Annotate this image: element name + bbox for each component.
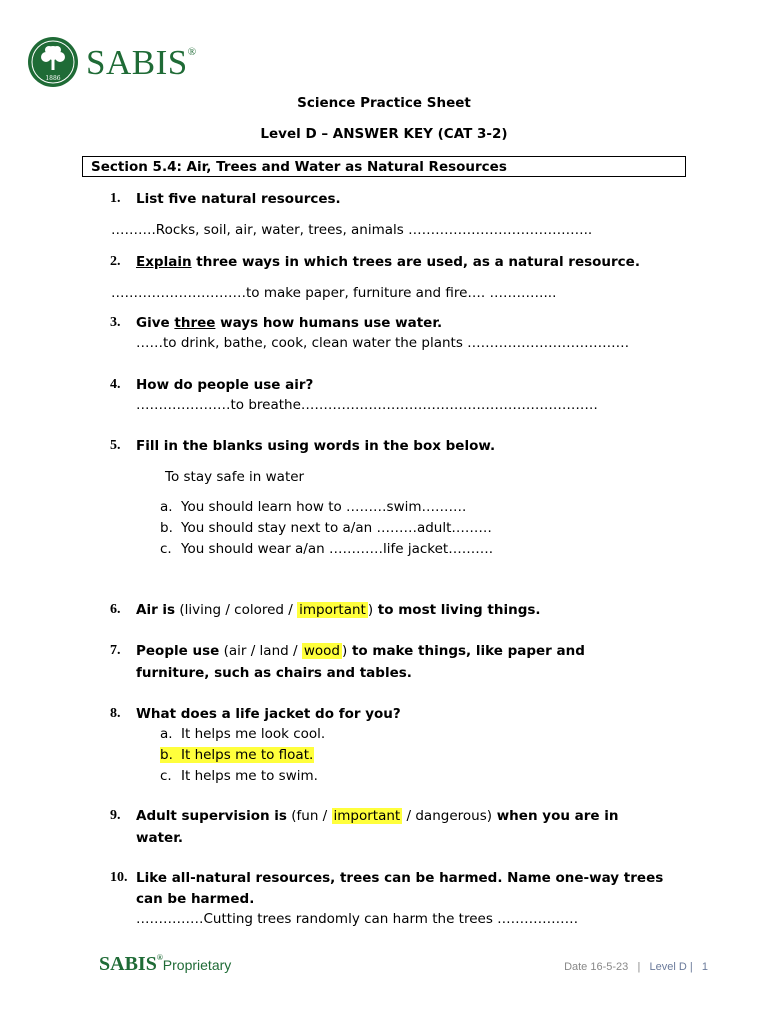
q7-number: 7.: [110, 643, 121, 658]
q2-number: 2.: [110, 254, 121, 269]
q10-text-line2: can be harmed.: [136, 891, 255, 907]
q4-answer: …………………to breathe…………………………………………………………: [136, 397, 598, 413]
q4-text: How do people use air?: [136, 377, 314, 393]
q10-answer: ……………Cutting trees randomly can harm the trees ………………: [136, 911, 579, 927]
footer-separator: |: [637, 961, 641, 973]
q8-number: 8.: [110, 706, 121, 721]
q8-option-a: a. It helps me look cool.: [160, 726, 326, 742]
footer-brand: SABIS®Proprietary: [99, 953, 232, 975]
q10-text: Like all-natural resources, trees can be harmed. Name one-way trees: [136, 870, 664, 886]
q7-text: People use (air / land / wood ) to make things, like paper and: [136, 643, 585, 659]
section-heading: Section 5.4: Air, Trees and Water as Natural Resources: [82, 156, 686, 177]
q5-option-a: a. You should learn how to ………swim……….: [160, 499, 467, 515]
page-number: 1: [701, 961, 708, 973]
q6-number: 6.: [110, 602, 121, 617]
q3-number: 3.: [110, 315, 121, 330]
q5-number: 5.: [110, 438, 121, 453]
q8-text: What does a life jacket do for you?: [136, 706, 401, 722]
q9-answer-highlight: important: [333, 808, 401, 824]
q7-answer-highlight: wood: [303, 643, 340, 659]
q6-answer-highlight: important: [299, 602, 366, 618]
logo-wordmark: SABIS®: [86, 42, 197, 82]
footer-date: Date 16-5-23: [564, 961, 629, 973]
q2-text: Explain three ways in which trees are used, as a natural resource.: [136, 254, 640, 270]
q2-answer: …………………………to make paper, furniture and fire…. …………...: [111, 285, 557, 301]
q9-text: Adult supervision is (fun / important / dangerous) when you are in: [136, 808, 619, 824]
q6-text: Air is (living / colored / important ) to most living things.: [136, 602, 541, 618]
q1-text: List five natural resources.: [136, 191, 341, 207]
q9-number: 9.: [110, 808, 121, 823]
page-title: Science Practice Sheet: [297, 95, 471, 111]
q5-box-label: To stay safe in water: [165, 469, 305, 485]
q1-answer: ……….Rocks, soil, air, water, trees, animals …………………………………..: [111, 222, 593, 238]
footer-info: [564, 961, 708, 973]
tree-emblem-icon: [27, 36, 79, 88]
q7-text-line2: furniture, such as chairs and tables.: [136, 665, 412, 681]
q8-option-b: b. It helps me to float.: [160, 747, 314, 763]
svg-text:1886: 1886: [45, 75, 61, 82]
q3-answer: ……to drink, bathe, cook, clean water the plants ………………………………: [136, 335, 630, 351]
q1-number: 1.: [110, 191, 121, 206]
q4-number: 4.: [110, 377, 121, 392]
page-subtitle: Level D – ANSWER KEY (CAT 3-2): [260, 126, 508, 142]
q3-text: Give three ways how humans use water.: [136, 315, 443, 331]
q9-text-line2: water.: [136, 830, 184, 846]
q5-option-b: b. You should stay next to a/an ………adult………: [160, 520, 492, 536]
q5-text: Fill in the blanks using words in the box below.: [136, 438, 496, 454]
sabis-logo: [27, 36, 197, 88]
q8-option-c: c. It helps me to swim.: [160, 768, 318, 784]
footer-level: Level D |: [649, 961, 693, 973]
q10-number: 10.: [110, 870, 128, 885]
q5-option-c: c. You should wear a/an …………life jacket……….: [160, 541, 494, 557]
